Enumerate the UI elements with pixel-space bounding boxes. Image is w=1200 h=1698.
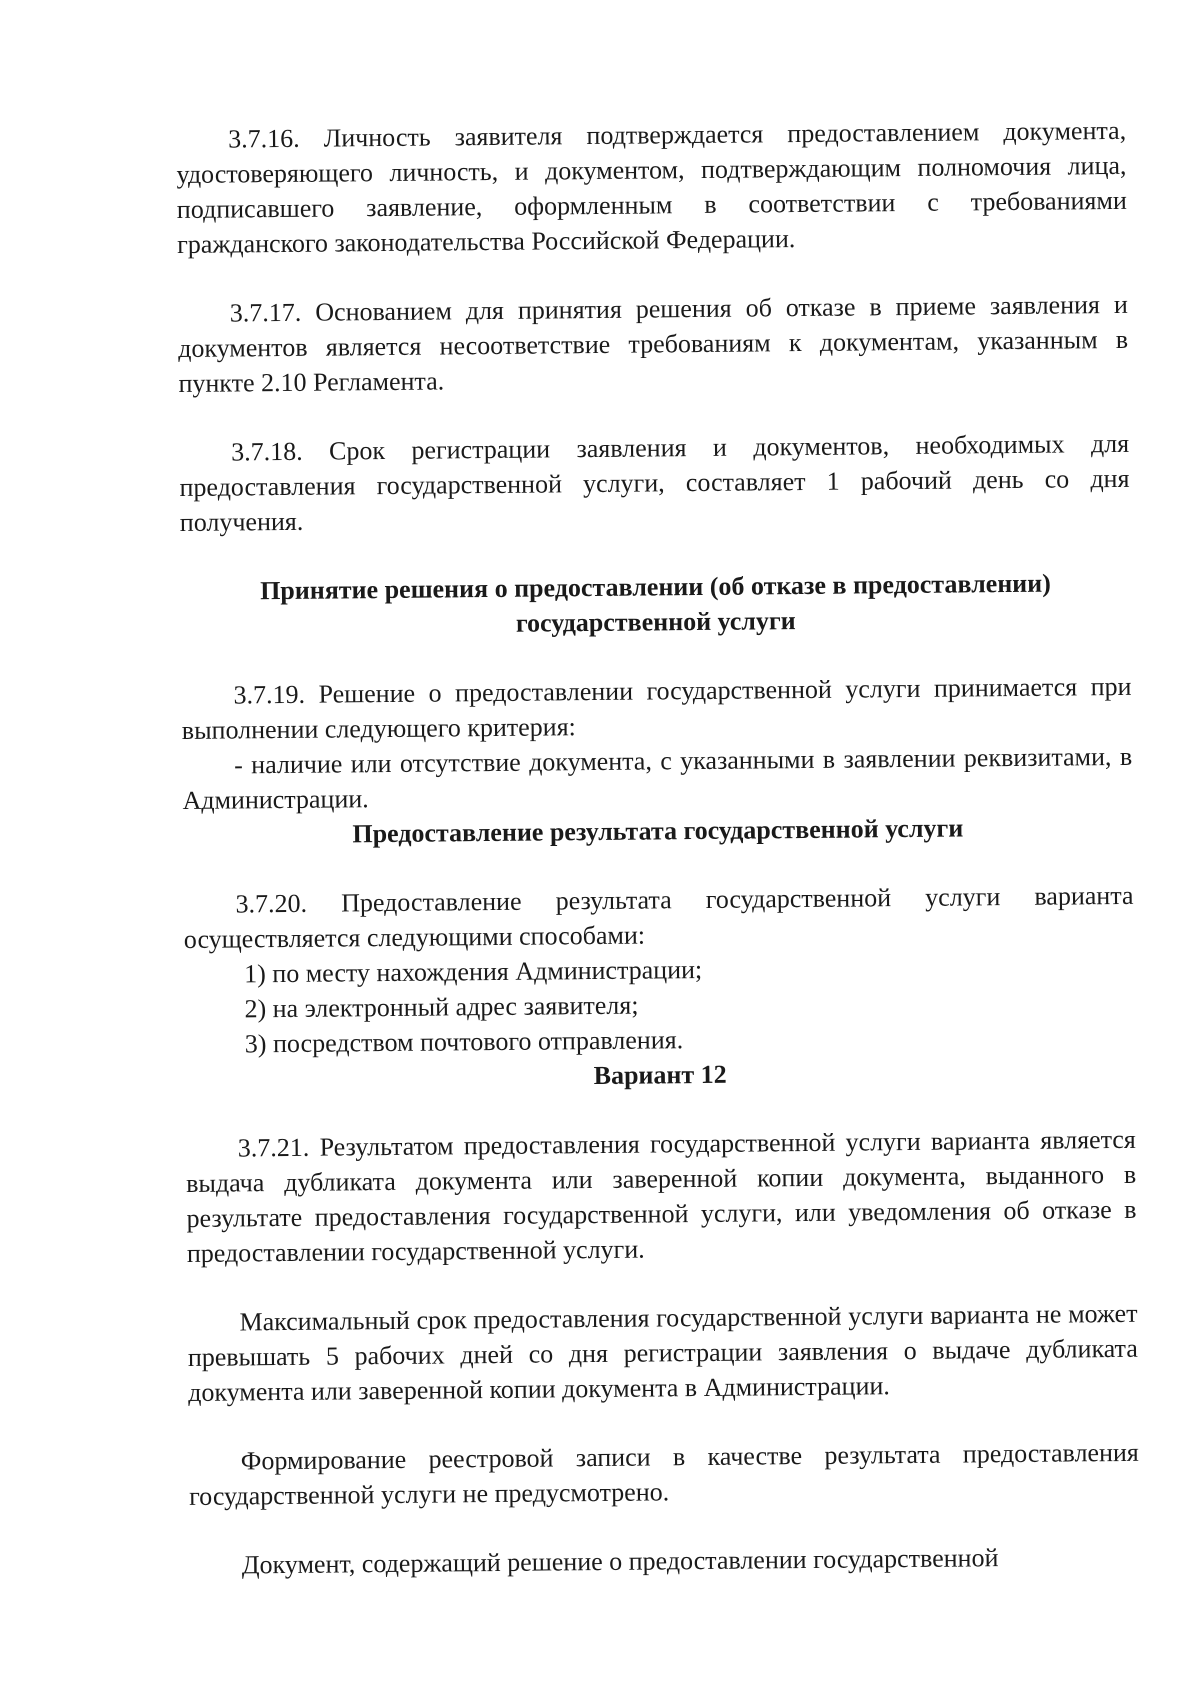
paragraph-3-7-20: 3.7.20. Предоставление результата государственной услуги варианта осуществляется следующими способами:	[183, 880, 1134, 954]
list-item: 3) посредством почтового отправления.	[244, 1025, 684, 1059]
paragraph-3-7-17: 3.7.17. Основанием для принятия решения об отказе в приеме заявления и документов является несоответствие требованиям к документам, указанным в пункте 2.10 Регламента.	[178, 289, 1129, 398]
result-methods-list	[184, 948, 1135, 1062]
section-decision-heading-line2: государственной услуги	[515, 606, 796, 638]
list-item: 2) на электронный адрес заявителя;	[244, 990, 639, 1024]
paragraph-3-7-21: 3.7.21. Результатом предоставления государственной услуги варианта является выдача дубликата документа или заверенной копии документа, выданного в результате предоставления государственной услуги, или уведомления об отказе в предоставлении государственной услуги.	[186, 1124, 1137, 1268]
variant-heading: Вариант 12	[593, 1059, 727, 1091]
criterion-item: - наличие или отсутствие документа, с указанными в заявлении реквизитами, в Администрации.	[182, 741, 1133, 815]
paragraph-3-7-19: 3.7.19. Решение о предоставлении государственной услуги принимается при выполнении следующего критерия:	[181, 671, 1132, 745]
list-item: 1) по месту нахождения Администрации;	[244, 954, 703, 989]
paragraph-registry: Формирование реестровой записи в качестве результата предоставления государственной услуги не предусмотрено.	[189, 1437, 1139, 1511]
section-decision-heading-line1: Принятие решения о предоставлении (об отказе в предоставлении)	[259, 568, 1051, 606]
paragraph-3-7-16: 3.7.16. Личность заявителя подтверждается предоставлением документа, удостоверяющего личность, и документом, подтверждающим полномочия лица, подписавшего заявление, оформленным в соответствии с требованиями гражданского законодательства Российской Федерации.	[176, 115, 1127, 259]
section-decision-heading	[180, 565, 1131, 644]
paragraph-max-term: Максимальный срок предоставления государственной услуги варианта не может превышать 5 рабочих дней со дня регистрации заявления о выдаче дубликата документа или заверенной копии документа в Администрации.	[187, 1298, 1138, 1407]
paragraph-3-7-18: 3.7.18. Срок регистрации заявления и документов, необходимых для предоставления государственной услуги, составляет 1 рабочий день со дня получения.	[179, 428, 1130, 537]
paragraph-document: Документ, содержащий решение о предоставлении государственной	[241, 1543, 999, 1580]
document-page	[176, 113, 1140, 1583]
section-result-heading: Предоставление результата государственной услуги	[352, 813, 964, 849]
